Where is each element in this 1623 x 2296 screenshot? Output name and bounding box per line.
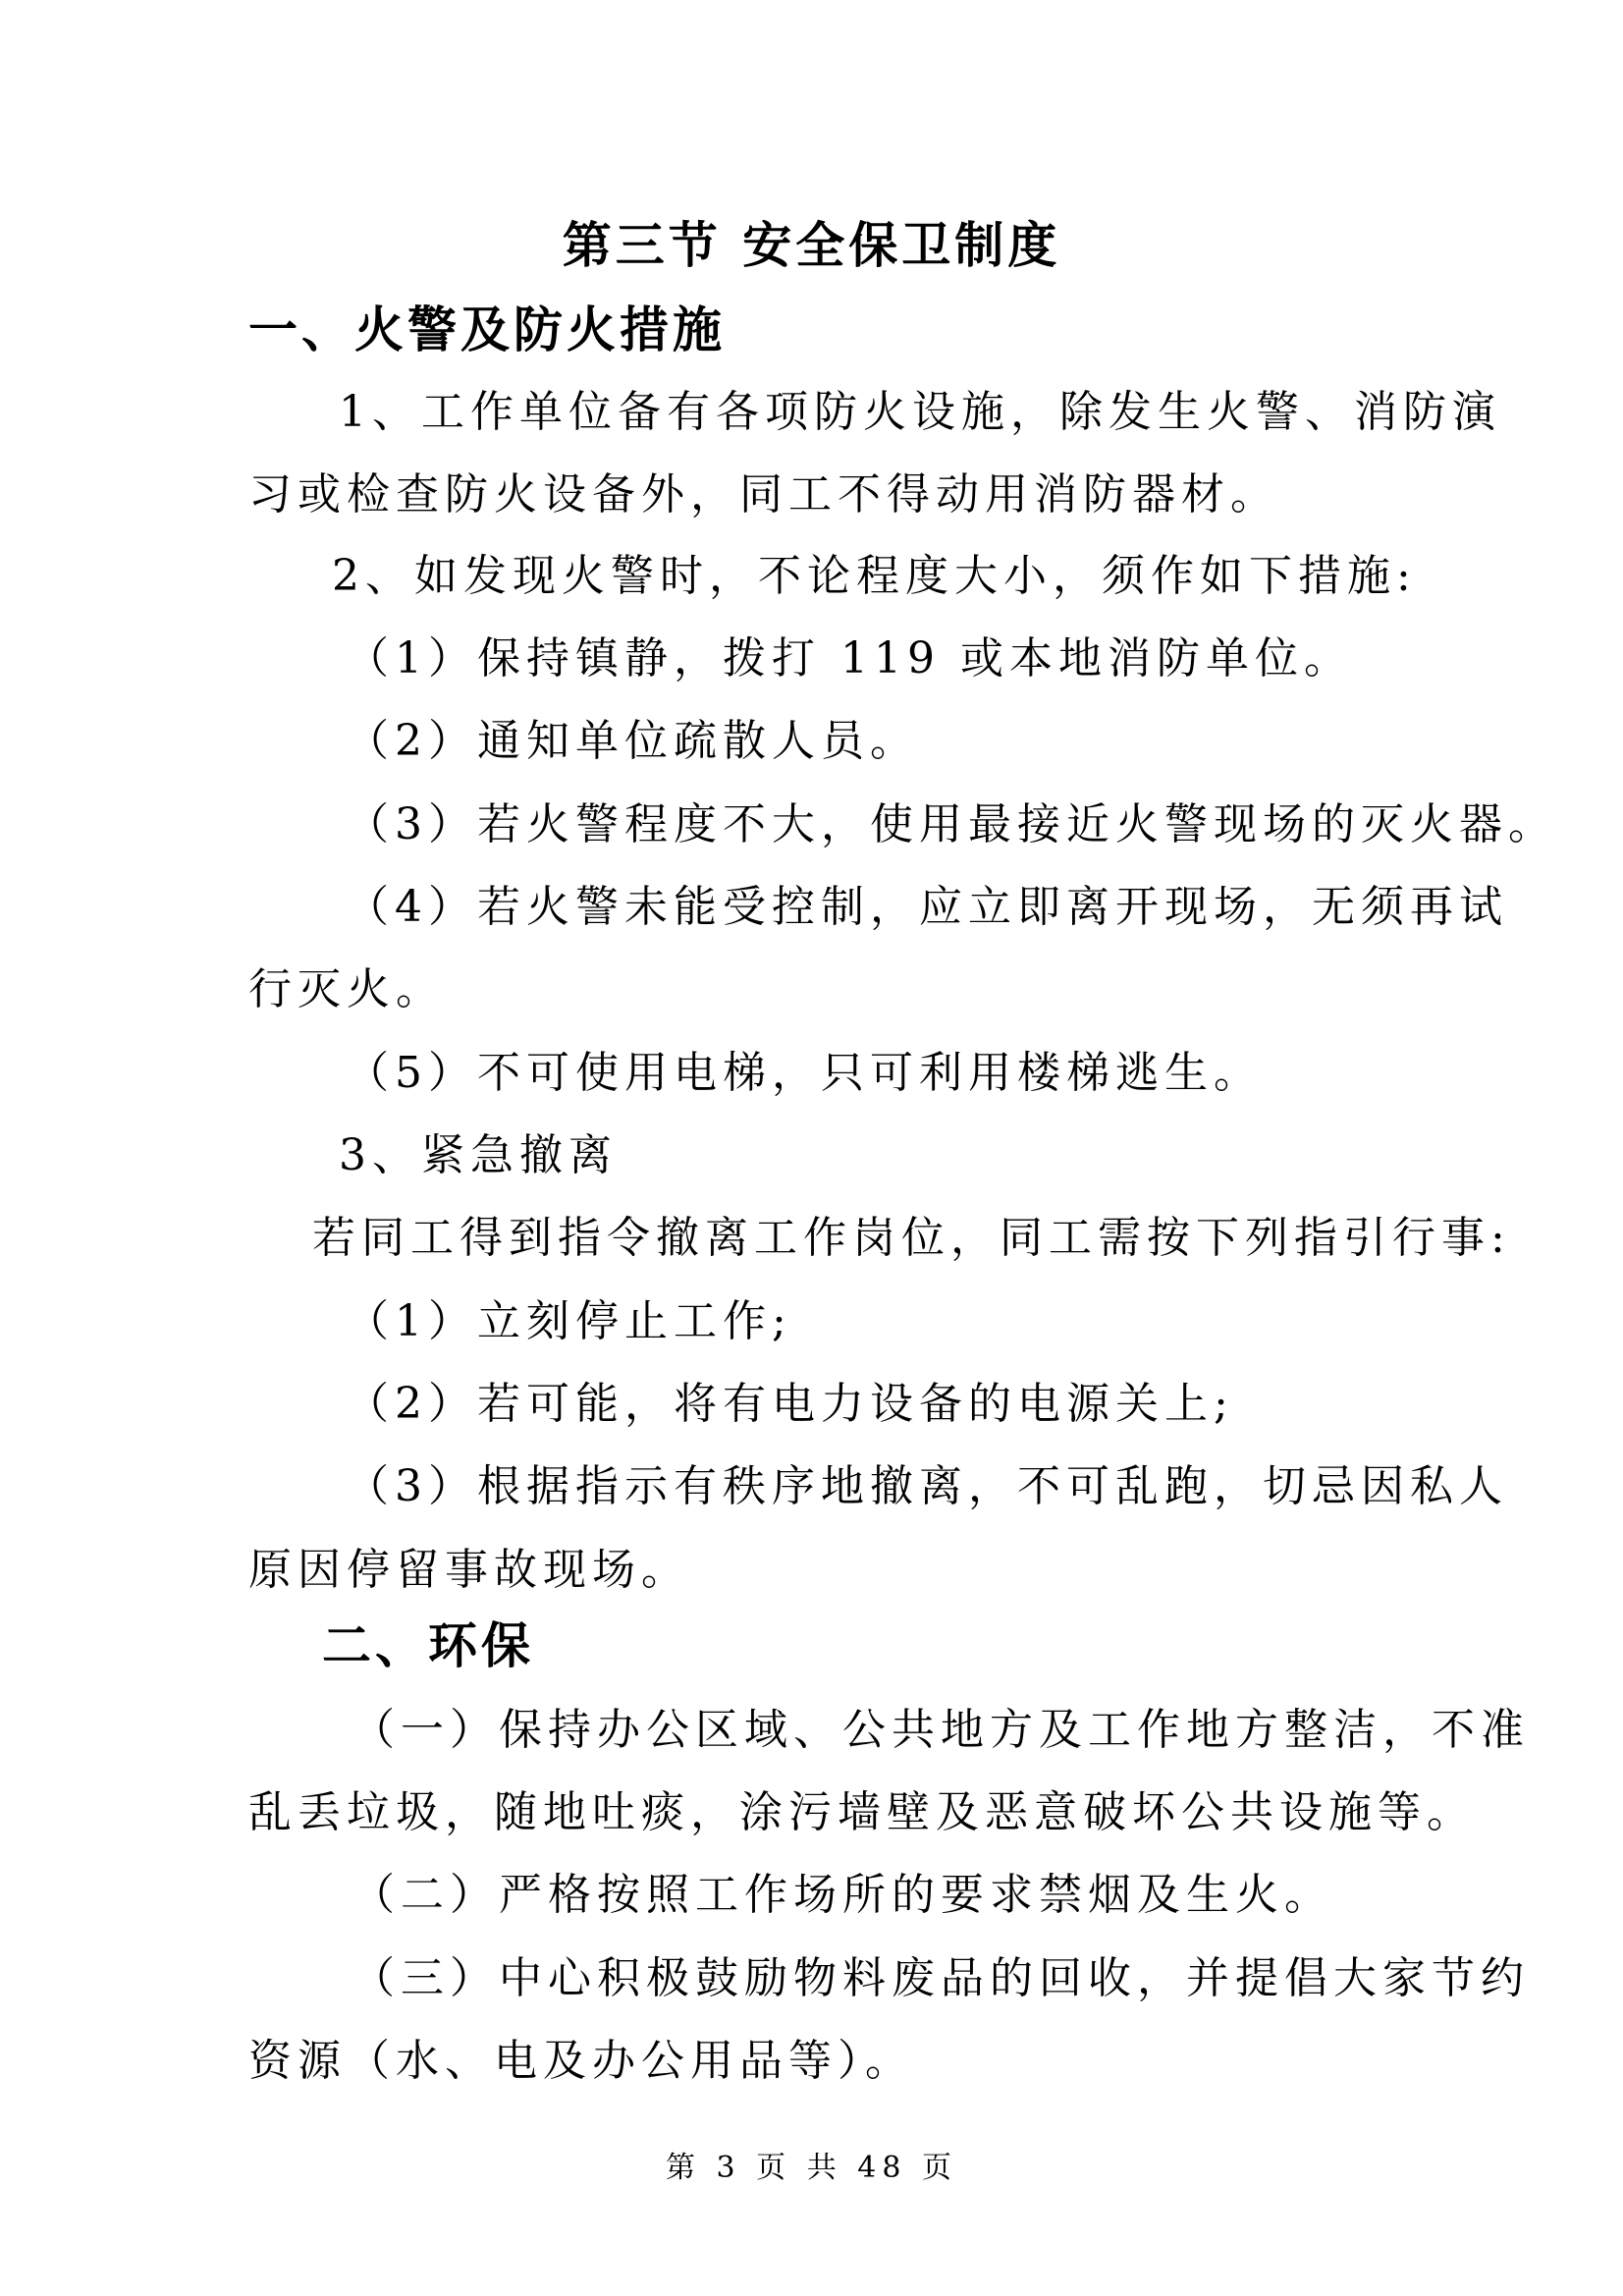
paragraph-line: 行灭火。 <box>248 964 445 1014</box>
section-heading-fire: 一、火警及防火措施 <box>248 301 726 358</box>
page-title: 第三节 安全保卫制度 <box>562 217 1061 274</box>
list-item: （1）保持镇静，拨打 119 或本地消防单位。 <box>346 633 1353 683</box>
paragraph-line: 2、如发现火警时，不论程度大小，须作如下措施: <box>332 551 1417 601</box>
paragraph-line: 资源（水、电及办公用品等）。 <box>248 2036 914 2086</box>
list-item: （三）中心积极鼓励物料废品的回收，并提倡大家节约 <box>352 1953 1530 2003</box>
paragraph-line: 习或检查防火设备外，同工不得动用消防器材。 <box>248 469 1279 519</box>
paragraph-line: 3、紧急撤离 <box>339 1130 618 1180</box>
page-footer: 第 3 页 共 48 页 <box>666 2151 957 2185</box>
paragraph-line: 原因停留事故现场。 <box>248 1545 690 1595</box>
list-item: （3）若火警程度不大，使用最接近火警现场的灭火器。 <box>346 799 1557 849</box>
list-item: （3）根据指示有秩序地撤离，不可乱跑，切忌因私人 <box>346 1461 1508 1511</box>
list-item: （2）若可能，将有电力设备的电源关上; <box>346 1379 1234 1429</box>
list-item: （2）通知单位疏散人员。 <box>346 716 919 766</box>
section-heading-environment: 二、环保 <box>322 1617 534 1674</box>
list-item: （二）严格按照工作场所的要求禁烟及生火。 <box>352 1870 1333 1920</box>
list-item: （5）不可使用电梯，只可利用楼梯逃生。 <box>346 1048 1263 1098</box>
paragraph-line: 1、工作单位备有各项防火设施，除发生火警、消防演 <box>339 387 1501 437</box>
paragraph-line: 乱丢垃圾，随地吐痰，涂污墙壁及恶意破坏公共设施等。 <box>248 1787 1476 1837</box>
list-item: （4）若火警未能受控制，应立即离开现场，无须再试 <box>346 882 1508 932</box>
paragraph-line: 若同工得到指令撤离工作岗位，同工需按下列指引行事: <box>312 1213 1511 1263</box>
list-item: （1）立刻停止工作; <box>346 1296 792 1346</box>
list-item: （一）保持办公区域、公共地方及工作地方整洁，不准 <box>352 1705 1530 1755</box>
